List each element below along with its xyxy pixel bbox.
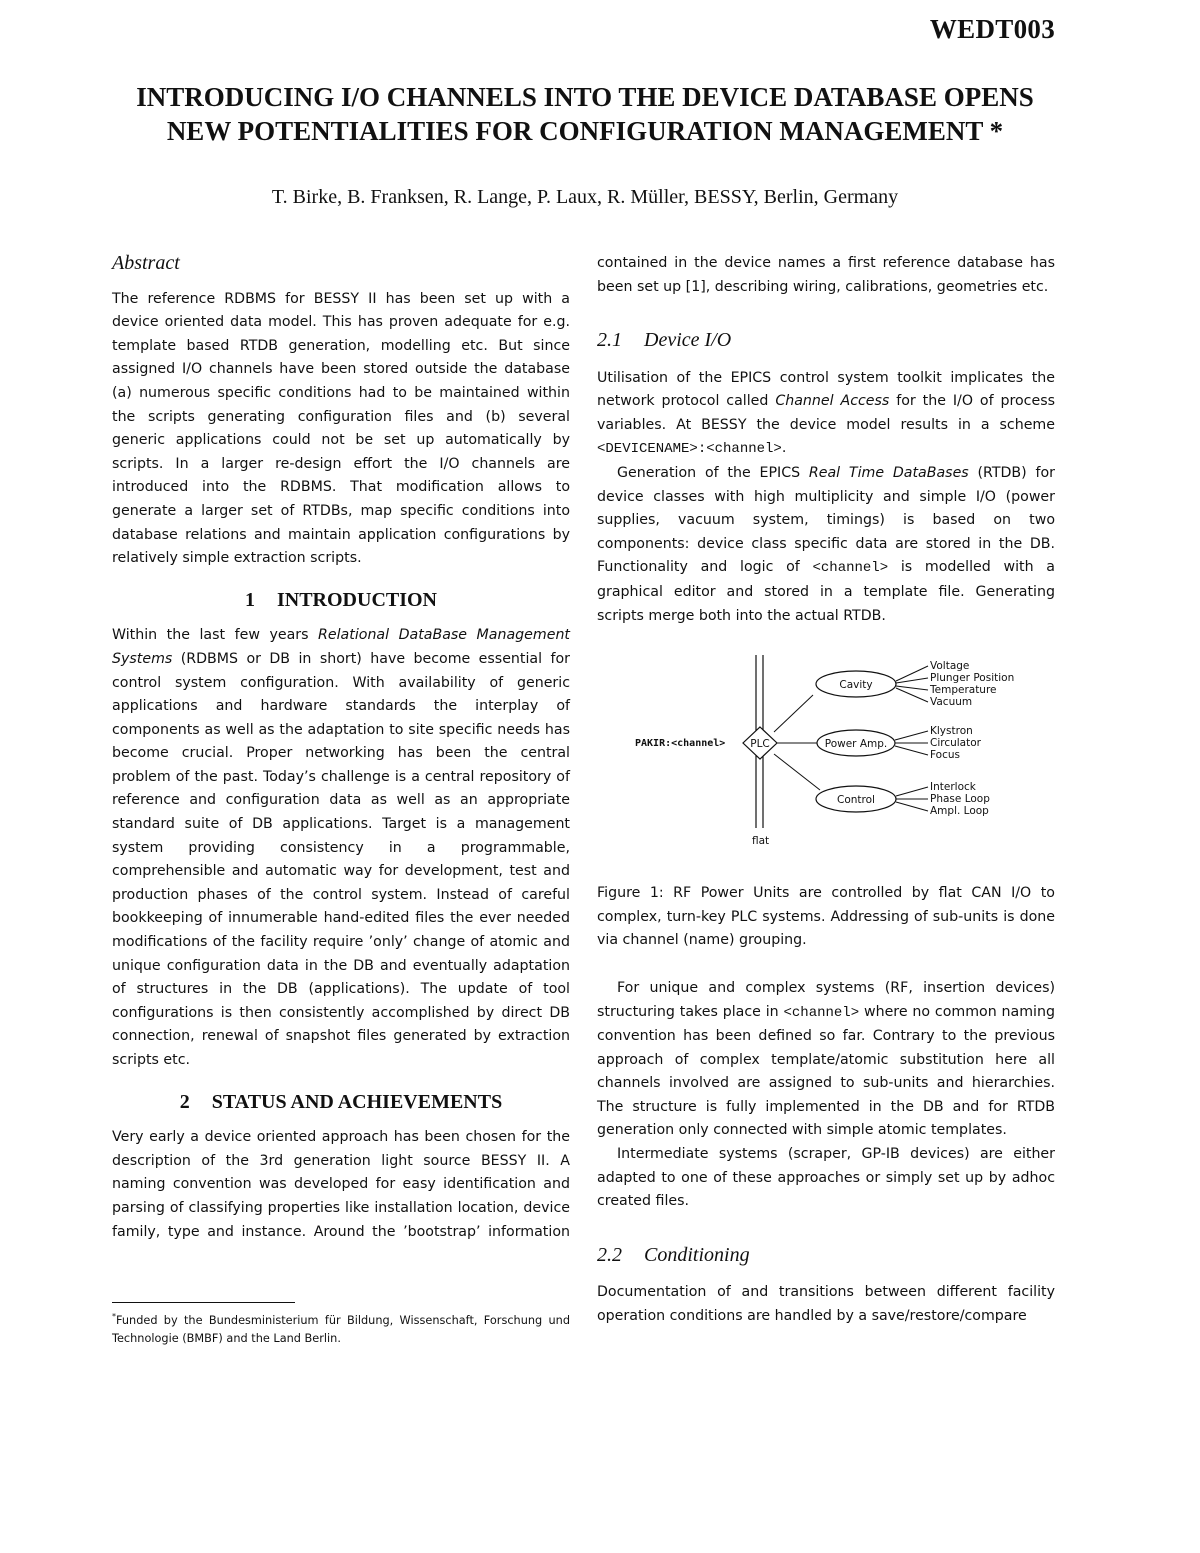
footnote-marker: * (112, 1312, 116, 1321)
abstract-heading: Abstract (112, 252, 180, 274)
paper-title (0, 80, 1170, 148)
channel-label: Focus (930, 749, 960, 761)
paper-id: WEDT003 (929, 14, 1055, 44)
title-footnote-marker: * (989, 116, 1004, 146)
channel-label: Circulator (930, 737, 981, 749)
connector-cavity (774, 695, 813, 732)
text-run: For unique and complex systems (RF, insertion devices) structuring takes place in (597, 979, 1055, 1020)
code-text: <channel> (783, 1004, 860, 1021)
code-text: <channel> (812, 560, 889, 577)
subsection-2-1-paragraph-3 (597, 977, 1055, 1143)
emphasis-text: Relational DataBase Management Systems (112, 627, 570, 667)
figure-1-caption: Figure 1: RF Power Units are controlled by flat CAN I/O to complex, turn-key PLC systems. Addressing of sub-units is done via channel (name) grouping. (597, 885, 1055, 949)
subsection-2-2-title: Conditioning (644, 1243, 750, 1266)
group-label-cavity: Cavity (839, 679, 873, 691)
footnote (112, 1308, 570, 1348)
channel-label: Vacuum (930, 696, 973, 708)
subsection-2-1-heading (597, 329, 1055, 353)
authors: T. Birke, B. Franksen, R. Lange, P. Laux, R. Müller, BESSY, Berlin, Germany (271, 186, 899, 208)
figure-1-diagram (625, 650, 1055, 850)
channel-label: Ampl. Loop (930, 805, 989, 817)
title-line-2-text: NEW POTENTIALITIES FOR CONFIGURATION MANAGEMENT (166, 116, 983, 146)
text-run: is modelled with a graphical editor and stored in a template file. Generating scripts merge both into the actual RTDB. (597, 559, 1055, 624)
section-2-title: STATUS AND ACHIEVEMENTS (211, 1090, 503, 1113)
title-line-1: INTRODUCING I/O CHANNELS INTO THE DEVICE DATABASE OPENS (136, 82, 1034, 112)
pv-label: PAKIR:<channel> (635, 738, 726, 749)
code-text: <DEVICENAME>:<channel> (597, 441, 782, 458)
figure-1 (625, 650, 1055, 850)
emphasis-text: Real Time DataBases (808, 464, 969, 481)
subsection-2-1-paragraph-4: Intermediate systems (scraper, GP-IB devices) are either adapted to one of these approaches or simply set up by adhoc created files. (597, 1146, 1055, 1210)
footnote-text: Funded by the Bundesministerium für Bildung, Wissenschaft, Forschung und Technologie (BMBF) and the Land Berlin. (112, 1313, 570, 1345)
channel-line (896, 686, 928, 690)
abstract-text: The reference RDBMS for BESSY II has been set up with a device oriented data model. This has proven adequate for e.g. template based RTDB generation, modelling etc. But since assigned I/O channels have been stored outside the database (a) numerous specific conditions had to be maintained within the scripts generating configuration files and (b) several generic applications could not be set up automatically by scripts. In a larger re-design effort the I/O channels are introduced into the RDBMS. That modification allows to generate a larger set of RTDBs, map specific conditions into database relations and maintain application configurations by relatively simple extraction scripts. (112, 290, 570, 567)
text-run: . (781, 440, 787, 457)
channel-label: Phase Loop (930, 793, 990, 805)
channel-line (895, 746, 928, 755)
subsection-2-1-number: 2.1 (597, 329, 622, 351)
channel-line (896, 688, 928, 702)
section-2-paragraph: Very early a device oriented approach has been chosen for the description of the 3rd generation light source BESSY II. A naming convention was developed for easy identification and parsing of classifying properties like installation location, device family, type and instance. Around the ’bootstrap’ information (112, 1129, 570, 1240)
channel-label: Klystron (930, 725, 973, 737)
text-run: (RDBMS or DB in short) have become essential for control system configuration. With availability of generic applications and hardware standards the interplay of components as well as the adaptation to site specific needs has become crucial. Proper networking has been the central problem of the past. Today’s challenge is a central repository of reference and configuration data as well as an appropriate standard suite of DB applications. Target is a management system providing consistency in a programmable, comprehensible and automatic way for development, test and production phases of the control system. Instead of careful bookkeeping of innumerable hand-edited files the ever needed modifications of the facility require ’only’ change of atomic and unique configuration data in the DB and eventually adaptation of structures in the DB (applications). The update of tool configurations is then consistently accomplished by direct DB connection, renewal of snapshot files generated by extraction scripts etc. (112, 650, 570, 1068)
connector-control (774, 754, 820, 790)
subsection-2-2-heading (597, 1244, 1055, 1268)
emphasis-text: Channel Access (775, 393, 890, 410)
channel-label: Plunger Position (930, 672, 1015, 684)
subsection-2-1-paragraph-2 (597, 462, 1055, 628)
title-line-2 (0, 114, 1170, 148)
section-1-number: 1 (244, 588, 255, 611)
channel-line (896, 802, 928, 811)
bus-label: flat (752, 835, 770, 847)
section-2-paragraph-continued (597, 252, 1055, 299)
text-run: (RTDB) for device classes with high multiplicity and simple I/O (power supplies, vacuum system, timings) is based on two components: device class specific data are stored in the DB. Functionality and logic of (597, 464, 1056, 576)
section-1-paragraph (112, 624, 570, 1072)
text-run: for the I/O of process variables. At BESSY the device model results in a scheme (597, 393, 1055, 433)
text-run: Utilisation of the EPICS control system toolkit implicates the network protocol called (597, 369, 1055, 410)
section-1-title: INTRODUCTION (276, 588, 438, 611)
text-run: Generation of the EPICS (617, 464, 809, 481)
subsection-2-1-paragraph-1 (597, 367, 1055, 462)
plc-label: PLC (750, 738, 770, 750)
channel-label: Interlock (930, 781, 976, 793)
section-1-heading (112, 589, 570, 613)
channel-line (896, 787, 928, 796)
footnote-rule (112, 1302, 295, 1303)
group-label-power-amp: Power Amp. (824, 738, 888, 750)
channel-label: Temperature (930, 684, 997, 696)
section-2-number: 2 (179, 1090, 190, 1113)
text-run: Within the last few years (112, 627, 319, 644)
subsection-2-2-paragraph: Documentation of and transitions between different facility operation conditions are handled by a save/restore/compare (597, 1284, 1055, 1325)
channel-label: Voltage (930, 660, 970, 672)
channel-line (895, 731, 928, 740)
section-2-heading (112, 1091, 570, 1115)
text-run: where no common naming convention has been defined so far. Contrary to the previous approach of complex template/atomic substitution here all channels involved are assigned to sub-units and hierarchies. The structure is fully implemented in the DB and for RTDB generation only connected with simple atomic templates. (597, 1003, 1056, 1139)
subsection-2-1-title: Device I/O (644, 329, 732, 351)
section-2-paragraph-tail: contained in the device names a first reference database has been set up [1], describing wiring, calibrations, geometries etc. (597, 254, 1055, 295)
group-label-control: Control (837, 794, 875, 806)
left-column (112, 252, 570, 1244)
subsection-2-2-number: 2.2 (597, 1243, 622, 1266)
